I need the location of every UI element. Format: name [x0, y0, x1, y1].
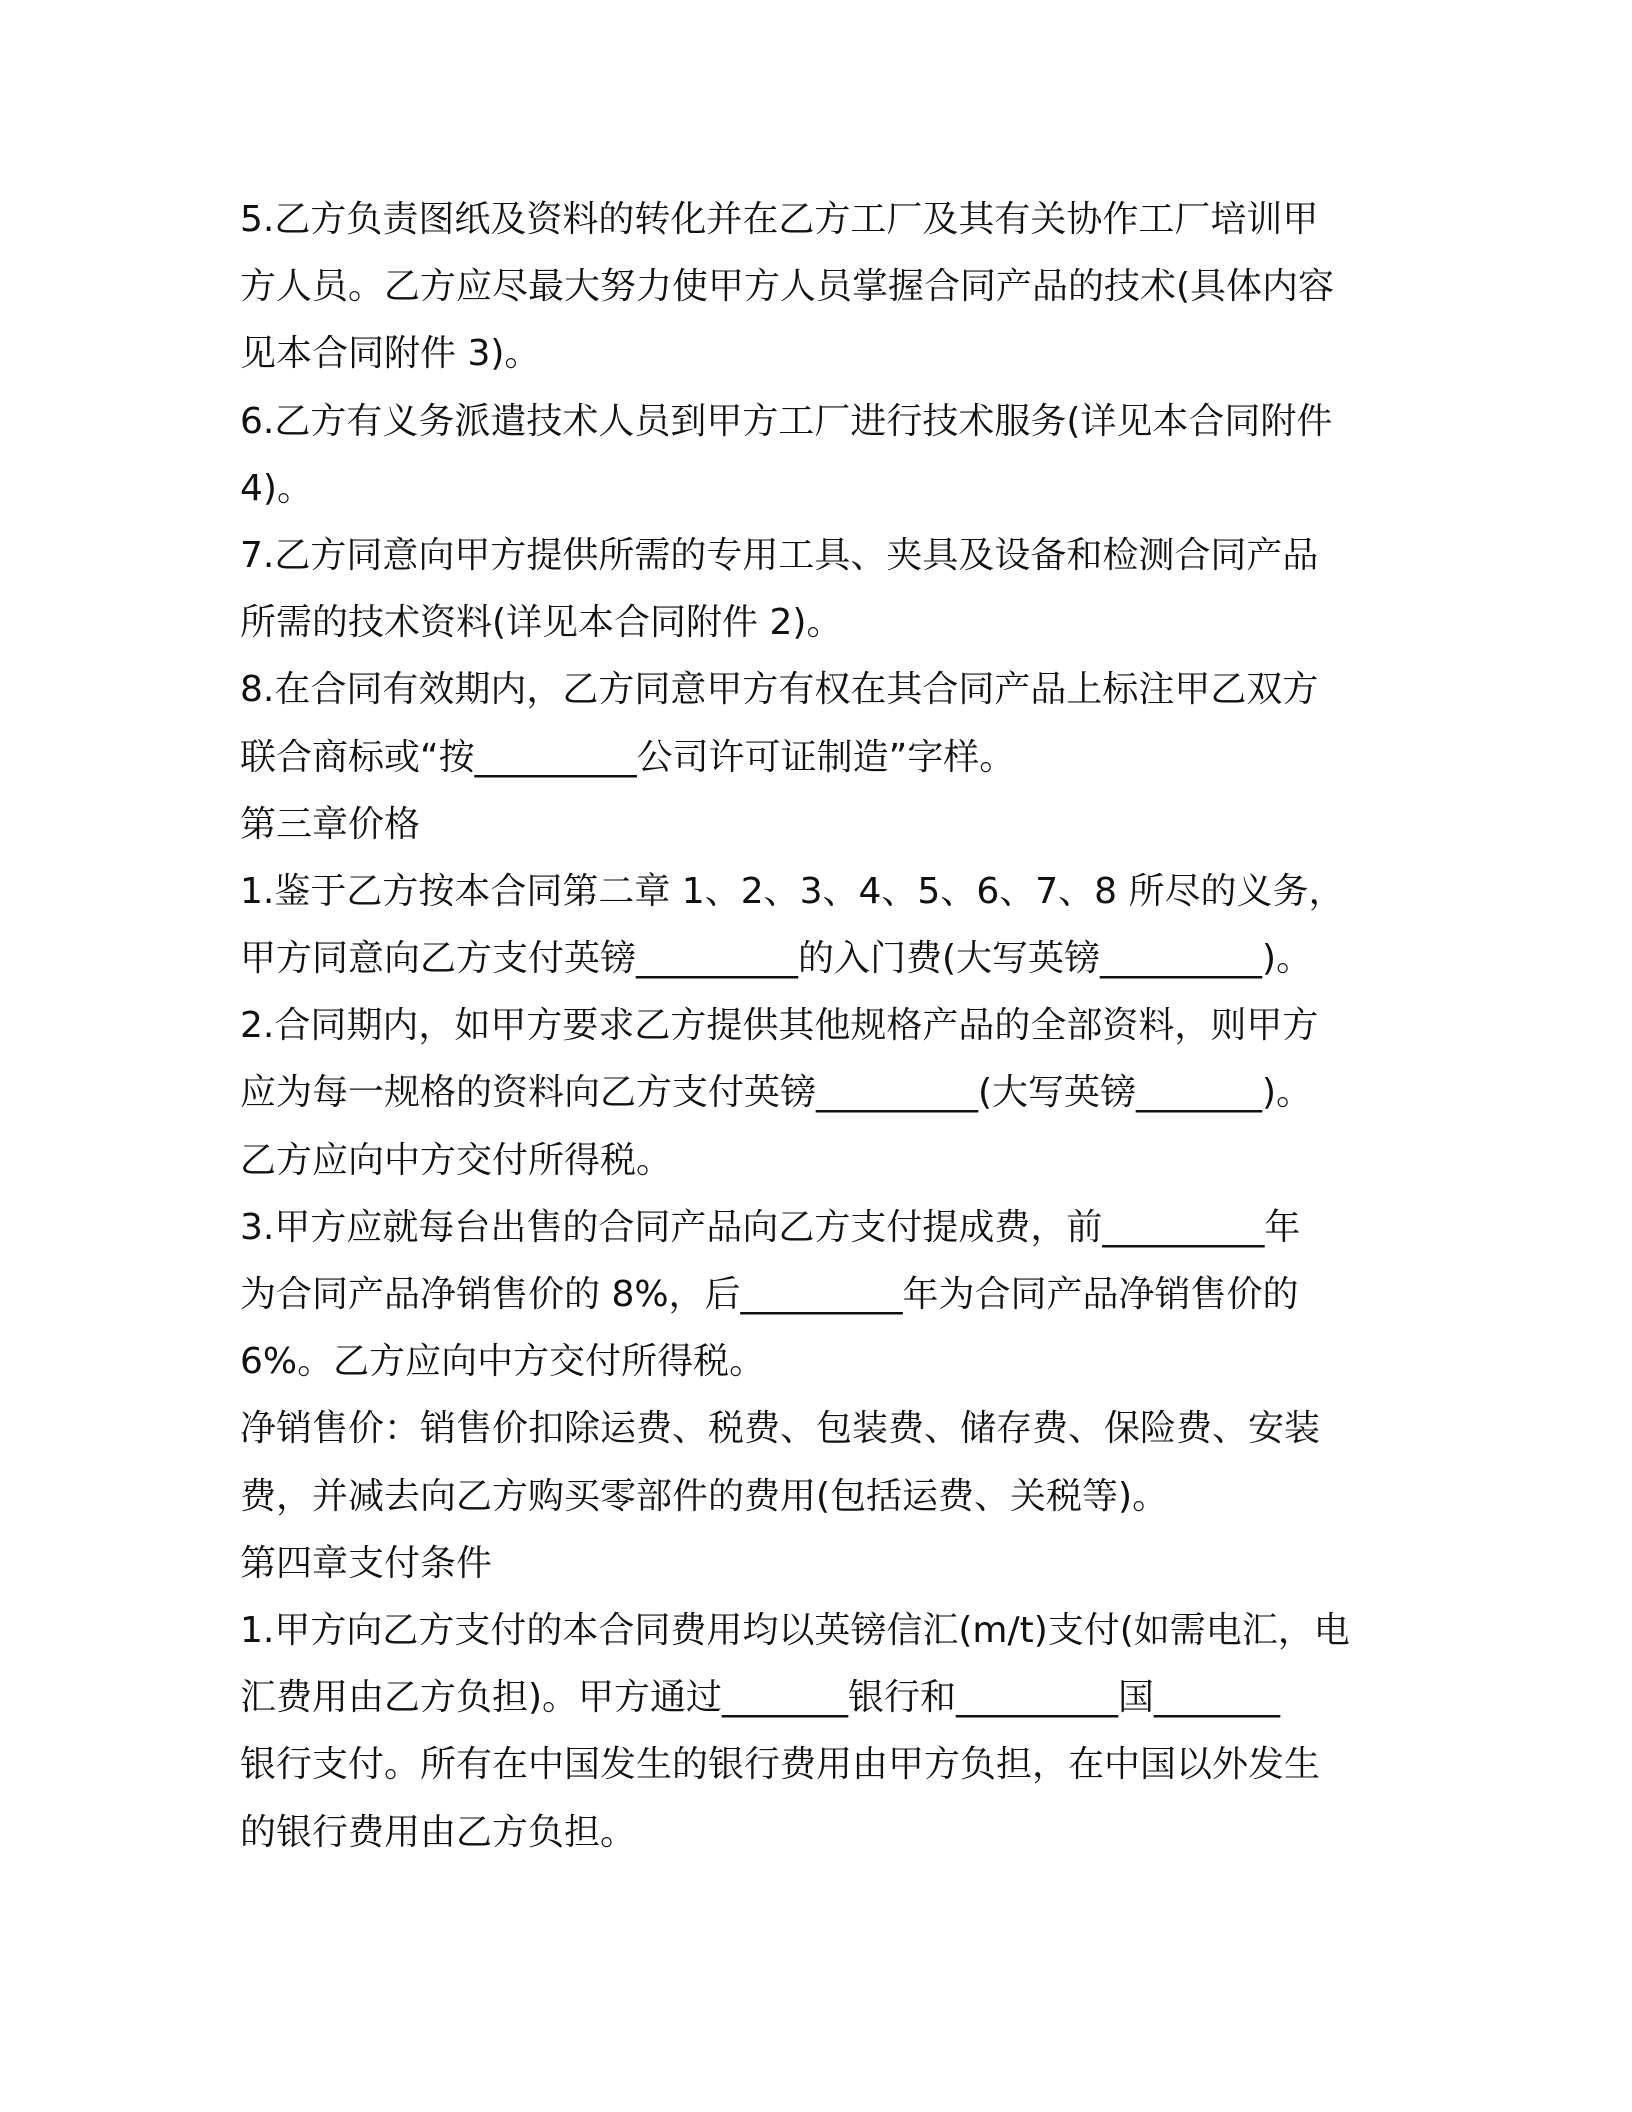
text-line: 5.乙方负责图纸及资料的转化并在乙方工厂及其有关协作工厂培训甲 [240, 199, 1319, 240]
text-line: 方人员。乙方应尽最大努力使甲方人员掌握合同产品的技术(具体内容 [240, 266, 1335, 308]
text-line: 6%。乙方应向中方交付所得税。 [240, 1341, 766, 1383]
text-line: 2.合同期内，如甲方要求乙方提供其他规格产品的全部资料，则甲方 [240, 1005, 1319, 1047]
text-line: 净销售价：销售价扣除运费、税费、包装费、储存费、保险费、安装 [240, 1408, 1321, 1450]
text-line: 7.乙方同意向甲方提供所需的专用工具、夹具及设备和检测合同产品 [240, 534, 1319, 576]
text-line: 见本合同附件 3)。 [240, 333, 541, 375]
text-line: 甲方同意向乙方支付英镑_________的入门费(大写英镑_________)。 [240, 938, 1313, 980]
text-line: 汇费用由乙方负担)。甲方通过_______银行和_________国_______ [240, 1677, 1281, 1719]
text-line: 乙方应向中方交付所得税。 [240, 1139, 673, 1181]
text-line: 所需的技术资料(详见本合同附件 2)。 [240, 602, 843, 644]
contract-body-text [240, 186, 1400, 1866]
text-line: 联合商标或“按_________公司许可证制造”字样。 [240, 736, 1016, 778]
text-line: 1.甲方向乙方支付的本合同费用均以英镑信汇(m/t)支付(如需电汇，电 [240, 1609, 1350, 1651]
chapter-heading: 第四章支付条件 [240, 1542, 493, 1584]
text-line: 应为每一规格的资料向乙方支付英镑_________(大写英镑_______)。 [240, 1072, 1313, 1114]
text-line: 4)。 [240, 467, 313, 509]
text-line: 的银行费用由乙方负担。 [240, 1811, 637, 1853]
text-line: 为合同产品净销售价的 8%，后_________年为合同产品净销售价的 [240, 1274, 1299, 1315]
text-line: 1.鉴于乙方按本合同第二章 1、2、3、4、5、6、7、8 所尽的义务， [240, 870, 1345, 912]
text-line: 银行支付。所有在中国发生的银行费用由甲方负担，在中国以外发生 [240, 1744, 1321, 1786]
text-line: 3.甲方应就每台出售的合同产品向乙方支付提成费，前_________年 [240, 1206, 1301, 1248]
text-line: 6.乙方有义务派遣技术人员到甲方工厂进行技术服务(详见本合同附件 [240, 400, 1333, 442]
chapter-heading: 第三章价格 [240, 803, 421, 845]
text-line: 费，并减去向乙方购买零部件的费用(包括运费、关税等)。 [240, 1475, 1169, 1517]
text-line: 8.在合同有效期内，乙方同意甲方有权在其合同产品上标注甲乙双方 [240, 669, 1319, 711]
